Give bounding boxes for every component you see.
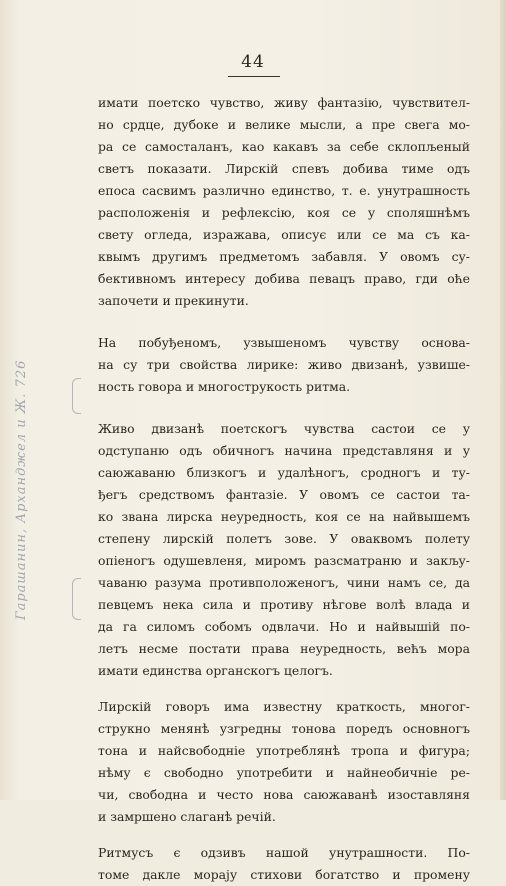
text-line: ра се самосталанъ, као какавъ за себе склопљеный [98,139,470,154]
text-line: На побуђеномъ, узвышеномъ чувству основа- [98,335,470,350]
text-line: и замршено слаганѣ речій. [98,809,276,824]
paragraph-gap [98,398,470,418]
text-line: тона и найсвободніе употреблянѣ тропа и фигура; [98,743,470,758]
paragraph-gap [98,312,470,332]
text-line: но срдце, дубоке и велике мысли, а пре свега мо- [98,117,470,132]
text-line: квымъ другимъ предметомъ забавля. У овомъ су- [98,249,470,264]
text-line: саюжаваню близкогъ и удалѣногъ, сродногъ и ту- [98,465,470,480]
text-line: нѣму є свободно употребити и найнеобичніе ре- [98,765,470,780]
text-line: степену лирскій полетъ зове. У оваквомъ полету [98,531,470,546]
text-line: на су три свойства лирике: живо двизанѣ, узвише- [98,357,470,372]
text-line: започети и прекинути. [98,293,249,308]
paragraph-5 [98,842,470,886]
header-rule [228,76,280,77]
text-line: расположенія и рефлексію, коя се у споляшнѣмъ [98,205,470,220]
pencil-bracket-mark [72,378,81,414]
text-line: чи, свободна и често нова саюжаванѣ изоставляня [98,787,470,802]
text-line: летъ несме постати права неуредность, већъ мора [98,641,470,656]
handwritten-margin-note: Гарашанин, Арханджел и Ж. 726 [14,359,29,620]
text-line: светъ показати. Лирскій спевъ добива тиме одъ [98,161,470,176]
text-line: Ритмусъ є одзивъ нашой унутрашности. По- [98,845,470,860]
body-text [98,92,470,886]
text-line: одступаню одъ обичногъ начина представляня и у [98,443,470,458]
text-line: опіеногъ одушевленя, миромъ разсматраню и закљу- [98,553,470,568]
text-line: певцемъ нека сила и противу нѣгове волѣ влада и [98,597,470,612]
text-line: струкно менянѣ узгредны тонова поредъ основногъ [98,721,470,736]
text-line: Лирскій говоръ има известну краткость, многог- [98,699,470,714]
text-line: чаваню разума противположеногъ, чини намъ се, да [98,575,470,590]
paragraph-gap [98,682,470,696]
paragraph-4 [98,696,470,828]
text-line: епоса сасвимъ различно единство, т. е. унутрашность [98,183,470,198]
paragraph-3 [98,418,470,682]
text-line: ко звана лирска неуредность, коя се на найвышемъ [98,509,470,524]
text-line: свету огледа, изражава, описує или се ма съ ка- [98,227,470,242]
text-line: ђегъ средствомъ фантазіе. У овомъ се састои та- [98,487,470,502]
pencil-bracket-mark [72,578,81,620]
text-line: ность говора и многострукость ритма. [98,379,351,394]
paragraph-1 [98,92,470,312]
text-line: томе дакле морају стихови богатство и промену [98,867,470,882]
page-number: 44 [241,52,265,72]
page-edge [500,0,506,800]
paragraph-2 [98,332,470,398]
text-line: имати единства органскогъ целогъ. [98,663,333,678]
text-line: бективномъ интересу добива певацъ право, гди оће [98,271,470,286]
text-line: Живо двизанѣ поетскогъ чувства састои се у [98,421,470,436]
paragraph-gap [98,828,470,842]
text-line: имати поетско чувство, живу фантазію, чувствител- [98,95,470,110]
text-line: да га силомъ собомъ одвлачи. Но и найвышій по- [98,619,470,634]
